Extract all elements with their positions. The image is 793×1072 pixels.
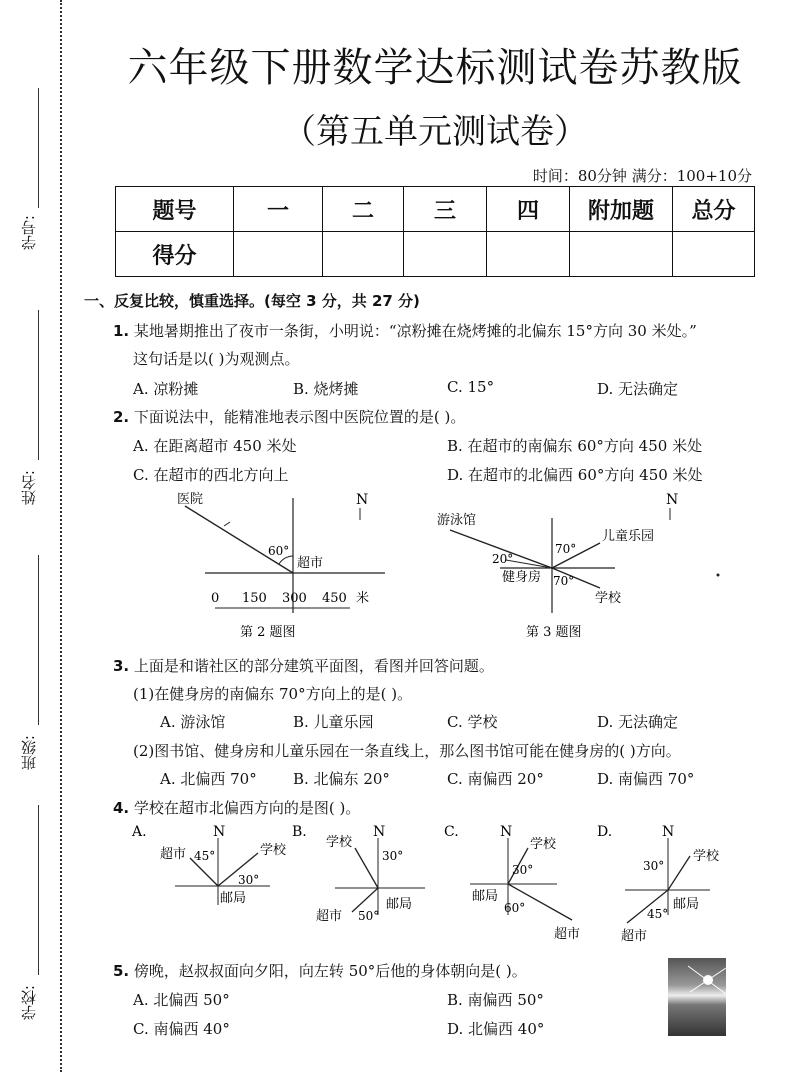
score-value-cell[interactable] bbox=[234, 232, 323, 277]
q3-part2: (2)图书馆、健身房和儿童乐园在一条直线上，那么图书馆可能在健身房的( )方向。 bbox=[133, 742, 681, 760]
student-id-line bbox=[38, 88, 39, 208]
q4c-north: N bbox=[500, 824, 513, 840]
score-header-cell: 总分 bbox=[673, 187, 755, 232]
fig3-pool-label: 游泳馆 bbox=[437, 513, 477, 528]
fig3-angle-label: 20° bbox=[492, 552, 514, 566]
page-subtitle: （第五单元测试卷） bbox=[282, 112, 588, 152]
fig3-school-label: 学校 bbox=[595, 591, 622, 606]
q2-option-c[interactable]: C. 在超市的西北方向上 bbox=[133, 466, 289, 484]
q3-p2-option-b[interactable]: B. 北偏东 20° bbox=[293, 770, 390, 788]
q4b-label: B. bbox=[292, 824, 307, 840]
class-line bbox=[38, 555, 39, 725]
fig3-caption: 第 3 题图 bbox=[526, 625, 582, 640]
fig2-tick-label: 450 bbox=[322, 591, 347, 606]
q4b-post: 邮局 bbox=[386, 897, 413, 912]
q4a-post: 邮局 bbox=[220, 891, 247, 906]
name-line bbox=[38, 310, 39, 460]
name-label: 姓名: bbox=[20, 470, 38, 506]
q4a-north: N bbox=[213, 824, 226, 840]
sunset-photo bbox=[668, 958, 726, 1036]
q4a-market: 超市 bbox=[160, 847, 187, 862]
q3-p1-option-d[interactable]: D. 无法确定 bbox=[597, 713, 679, 731]
q4d-post: 邮局 bbox=[673, 897, 700, 912]
q1-line2: 这句话是以( )为观测点。 bbox=[133, 350, 300, 368]
fig3-park-label: 儿童乐园 bbox=[602, 529, 655, 544]
q5-option-c[interactable]: C. 南偏西 40° bbox=[133, 1020, 230, 1038]
score-value-cell[interactable] bbox=[323, 232, 404, 277]
fig2-market-label: 超市 bbox=[297, 556, 324, 571]
section-1-heading: 一、反复比较，慎重选择。(每空 3 分，共 27 分) bbox=[84, 292, 420, 310]
score-value-cell[interactable] bbox=[487, 232, 570, 277]
q5-option-b[interactable]: B. 南偏西 50° bbox=[447, 991, 544, 1009]
q3-p1-option-c[interactable]: C. 学校 bbox=[447, 713, 498, 731]
q3-number: 3. bbox=[113, 657, 130, 675]
page-title: 六年级下册数学达标测试卷苏教版 bbox=[127, 45, 743, 91]
q1-option-a[interactable]: A. 凉粉摊 bbox=[133, 380, 199, 398]
q4a-label: A. bbox=[132, 824, 147, 840]
fig3-north-label: N bbox=[666, 492, 679, 508]
q5-stem: 傍晚，赵叔叔面向夕阳，向左转 50°后他的身体朝向是( )。 bbox=[133, 962, 527, 980]
q4a-school: 学校 bbox=[260, 843, 287, 858]
score-value-row bbox=[116, 232, 755, 277]
q5-option-a[interactable]: A. 北偏西 50° bbox=[133, 991, 230, 1009]
fig2-unit-label: 米 bbox=[356, 591, 370, 606]
fig2-tick-label: 300 bbox=[282, 591, 307, 606]
figure-2-diagram bbox=[160, 488, 390, 648]
school-label: 学校: bbox=[20, 985, 38, 1021]
q5-line bbox=[113, 960, 527, 981]
q1-stem: 某地暑期推出了夜市一条街，小明说：“凉粉摊在烧烤摊的北偏东 15°方向 30 米处。” bbox=[133, 322, 697, 340]
q1-option-d[interactable]: D. 无法确定 bbox=[597, 380, 679, 398]
q4-line bbox=[113, 797, 360, 818]
fig2-caption: 第 2 题图 bbox=[240, 625, 296, 640]
score-value-cell[interactable] bbox=[404, 232, 487, 277]
score-value-cell[interactable] bbox=[570, 232, 673, 277]
q4c-angle2: 60° bbox=[504, 901, 526, 915]
q4-diagram-c[interactable] bbox=[442, 820, 602, 945]
school-line bbox=[38, 805, 39, 975]
fig2-hospital-label: 医院 bbox=[177, 492, 204, 507]
score-header-cell: 附加题 bbox=[570, 187, 673, 232]
student-id-label: 学号: bbox=[20, 215, 38, 251]
sun-glare-icon bbox=[668, 958, 726, 1036]
q4a-angle1: 45° bbox=[194, 849, 216, 863]
binding-dotted-line bbox=[60, 0, 62, 1072]
score-label-cell: 得分 bbox=[116, 232, 234, 277]
q4d-angle2: 45° bbox=[647, 907, 669, 921]
figure-3-diagram bbox=[430, 488, 730, 648]
q4c-market: 超市 bbox=[554, 927, 581, 942]
q4b-market: 超市 bbox=[316, 909, 343, 924]
q4d-north: N bbox=[662, 824, 675, 840]
q1-line1 bbox=[113, 320, 697, 341]
fig3-angle-label: 70° bbox=[553, 574, 575, 588]
q4-diagram-d[interactable] bbox=[595, 820, 745, 945]
fig2-tick-label: 0 bbox=[211, 591, 220, 606]
q4c-label: C. bbox=[444, 824, 459, 840]
q2-stem: 下面说法中，能精准地表示图中医院位置的是( )。 bbox=[133, 408, 466, 426]
q1-number: 1. bbox=[113, 322, 130, 340]
q2-option-a[interactable]: A. 在距离超市 450 米处 bbox=[133, 437, 297, 455]
q4-diagram-a[interactable] bbox=[130, 820, 287, 930]
q3-p1-option-a[interactable]: A. 游泳馆 bbox=[160, 713, 226, 731]
q2-line bbox=[113, 406, 465, 427]
q4b-angle1: 30° bbox=[382, 849, 404, 863]
q4b-angle2: 50° bbox=[358, 909, 380, 923]
q3-stem: 上面是和谐社区的部分建筑平面图，看图并回答问题。 bbox=[133, 657, 494, 675]
q4c-school: 学校 bbox=[530, 837, 557, 852]
score-header-cell: 四 bbox=[487, 187, 570, 232]
q1-option-b[interactable]: B. 烧烤摊 bbox=[293, 380, 359, 398]
q4b-school: 学校 bbox=[326, 835, 353, 850]
q5-number: 5. bbox=[113, 962, 130, 980]
q4d-label: D. bbox=[597, 824, 613, 840]
score-value-cell[interactable] bbox=[673, 232, 755, 277]
q3-p2-option-d[interactable]: D. 南偏西 70° bbox=[597, 770, 695, 788]
score-header-cell: 一 bbox=[234, 187, 323, 232]
score-header-cell: 二 bbox=[323, 187, 404, 232]
q4d-school: 学校 bbox=[693, 849, 720, 864]
score-table bbox=[115, 186, 755, 277]
q4c-post: 邮局 bbox=[472, 889, 499, 904]
fig2-angle-label: 60° bbox=[268, 544, 290, 558]
q4c-angle1: 30° bbox=[512, 863, 534, 877]
q2-option-d[interactable]: D. 在超市的北偏西 60°方向 450 米处 bbox=[447, 466, 703, 484]
q3-p2-option-a[interactable]: A. 北偏西 70° bbox=[160, 770, 257, 788]
q4-diagram-b[interactable] bbox=[290, 820, 440, 930]
fig3-gym-label: 健身房 bbox=[502, 570, 542, 585]
q3-p1-option-b[interactable]: B. 儿童乐园 bbox=[293, 713, 374, 731]
class-label: 班级: bbox=[20, 735, 38, 771]
time-info: 时间：80分钟 满分：100+10分 bbox=[532, 167, 752, 185]
q2-number: 2. bbox=[113, 408, 130, 426]
q1-option-c[interactable]: C. 15° bbox=[447, 378, 495, 396]
q4-stem: 学校在超市北偏西方向的是图( )。 bbox=[133, 799, 361, 817]
fig3-angle-label: 70° bbox=[555, 542, 577, 556]
q4a-angle2: 30° bbox=[238, 873, 260, 887]
q5-option-d[interactable]: D. 北偏西 40° bbox=[447, 1020, 545, 1038]
score-header-cell: 三 bbox=[404, 187, 487, 232]
q4d-angle1: 30° bbox=[643, 859, 665, 873]
q4-number: 4. bbox=[113, 799, 130, 817]
q3-part1: (1)在健身房的南偏东 70°方向上的是( )。 bbox=[133, 685, 413, 703]
q4b-north: N bbox=[373, 824, 386, 840]
q3-line bbox=[113, 655, 494, 676]
q3-p2-option-c[interactable]: C. 南偏西 20° bbox=[447, 770, 544, 788]
fig2-tick-label: 150 bbox=[242, 591, 267, 606]
score-header-row bbox=[116, 187, 755, 232]
fig2-north-label: N bbox=[356, 492, 369, 508]
q4d-market: 超市 bbox=[621, 929, 648, 944]
q2-option-b[interactable]: B. 在超市的南偏东 60°方向 450 米处 bbox=[447, 437, 703, 455]
score-header-cell: 题号 bbox=[116, 187, 234, 232]
